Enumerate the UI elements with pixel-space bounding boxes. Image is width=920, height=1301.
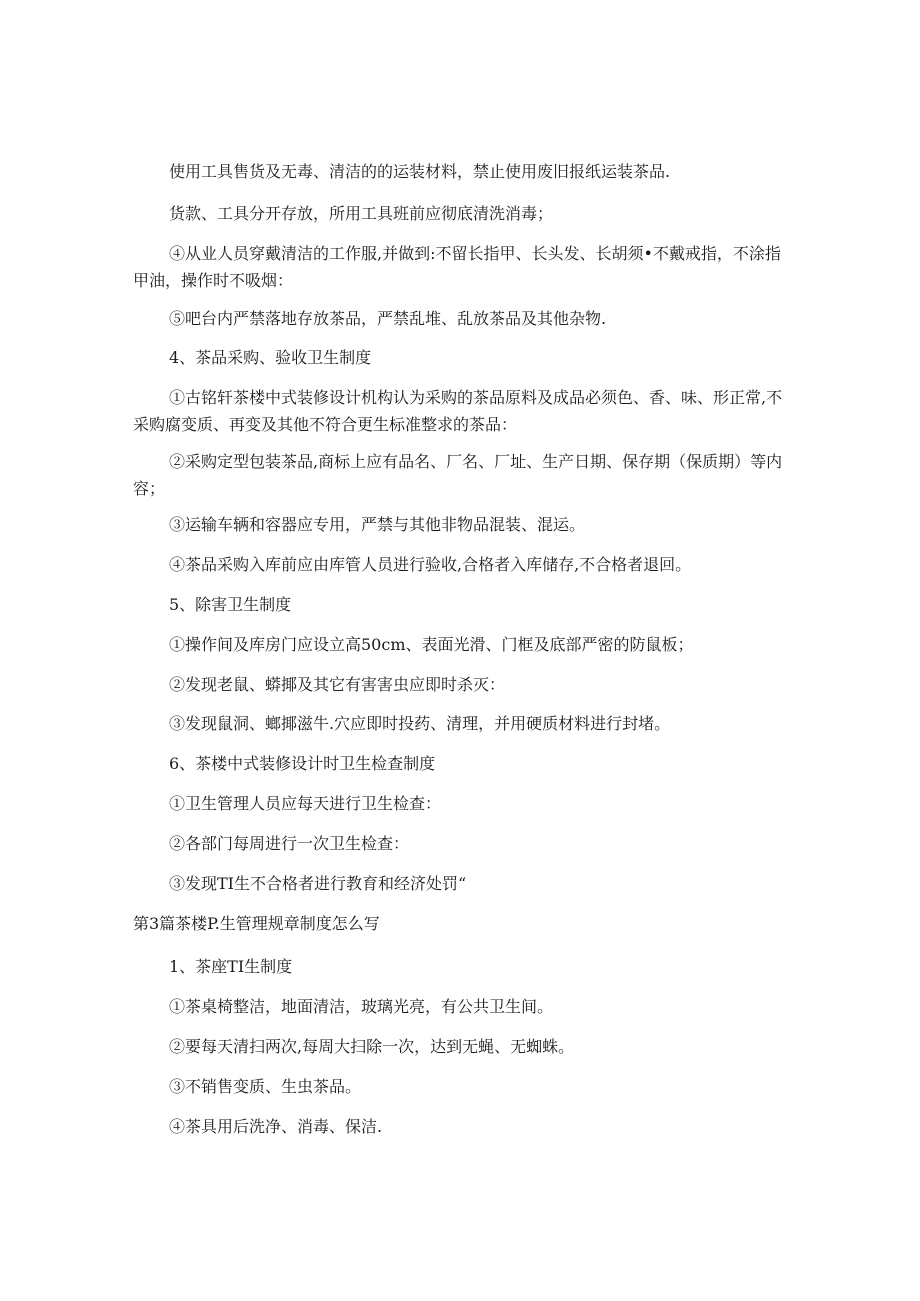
paragraph-staff-hygiene: ④从业人员穿戴清洁的工作服,并做到:不留长指甲、长头发、长胡须•不戴戒指，不涂指甲油，操作时不吸烟： (133, 244, 781, 290)
paragraph-purchase-quality: ①古铭轩茶楼中式装修设计机构认为采购的茶品原料及成品必须色、香、味、形正常,不采购腐变质、再变及其他不符合更生标准整求的茶品： (133, 388, 783, 434)
paragraph-transport-materials: 使用工具售货及无毒、清洁的的运装材料，禁止使用废旧报纸运装茶品. (169, 162, 671, 181)
paragraph-transport-vehicles: ③运输车辆和容器应专用，严禁与其他非物品混装、混运。 (169, 515, 586, 534)
paragraph-penalty: ③发现TI生不合格者进行教育和经济处罚“ (169, 874, 467, 893)
paragraph-weekly-inspection: ②各部门每周进行一次卫生检查： (169, 834, 410, 853)
paragraph-packaged-goods: ②采购定型包装茶品,商标上应有品名、厂名、厂址、生产日期、保存期（保质期）等内容； (133, 452, 783, 498)
paragraph-tables-clean: ①茶桌椅整洁，地面清洁，玻璃光亮，有公共卫生间。 (169, 997, 554, 1016)
paragraph-cleaning-schedule: ②要每天清扫两次,每周大扫除一次，达到无蝇、无蜘蛛。 (169, 1037, 575, 1056)
paragraph-bar-storage: ⑤吧台内严禁落地存放茶品，严禁乱堆、乱放茶品及其他杂物. (169, 309, 607, 328)
paragraph-seal-holes: ③发现鼠洞、螂揶滋牛.穴应即时投药、清理，并用硬质材料进行封堵。 (169, 714, 671, 733)
paragraph-rodent-board: ①操作间及库房门应设立高50cm、表面光滑、门框及底部严密的防鼠板； (169, 635, 694, 654)
paragraph-warehouse-inspection: ④茶品采购入库前应由库管人员进行验收,合格者入库储存,不合格者退回。 (169, 555, 692, 574)
paragraph-teaware-cleaning: ④茶具用后洗净、消毒、保洁. (169, 1117, 383, 1136)
chapter-heading-3: 第3篇茶楼P.生管理规章制度怎么写 (133, 914, 380, 933)
section-heading-inspection: 6、茶楼中式装修设计时卫生检查制度 (169, 754, 436, 773)
paragraph-no-spoiled-goods: ③不销售变质、生虫茶品。 (169, 1077, 362, 1096)
section-heading-pest-control: 5、除害卫生制度 (169, 595, 292, 614)
paragraph-tools-storage: 货款、工具分开存放，所用工具班前应彻底清洗消毒； (169, 204, 554, 223)
paragraph-kill-pests: ②发现老鼠、蟒揶及其它有害害虫应即时杀灭： (169, 675, 506, 694)
section-heading-teahouse-seating: 1、茶座TI生制度 (169, 957, 293, 976)
section-heading-purchase: 4、茶品采购、验收卫生制度 (169, 348, 372, 367)
paragraph-daily-inspection: ①卫生管理人员应每天进行卫生检查： (169, 794, 442, 813)
